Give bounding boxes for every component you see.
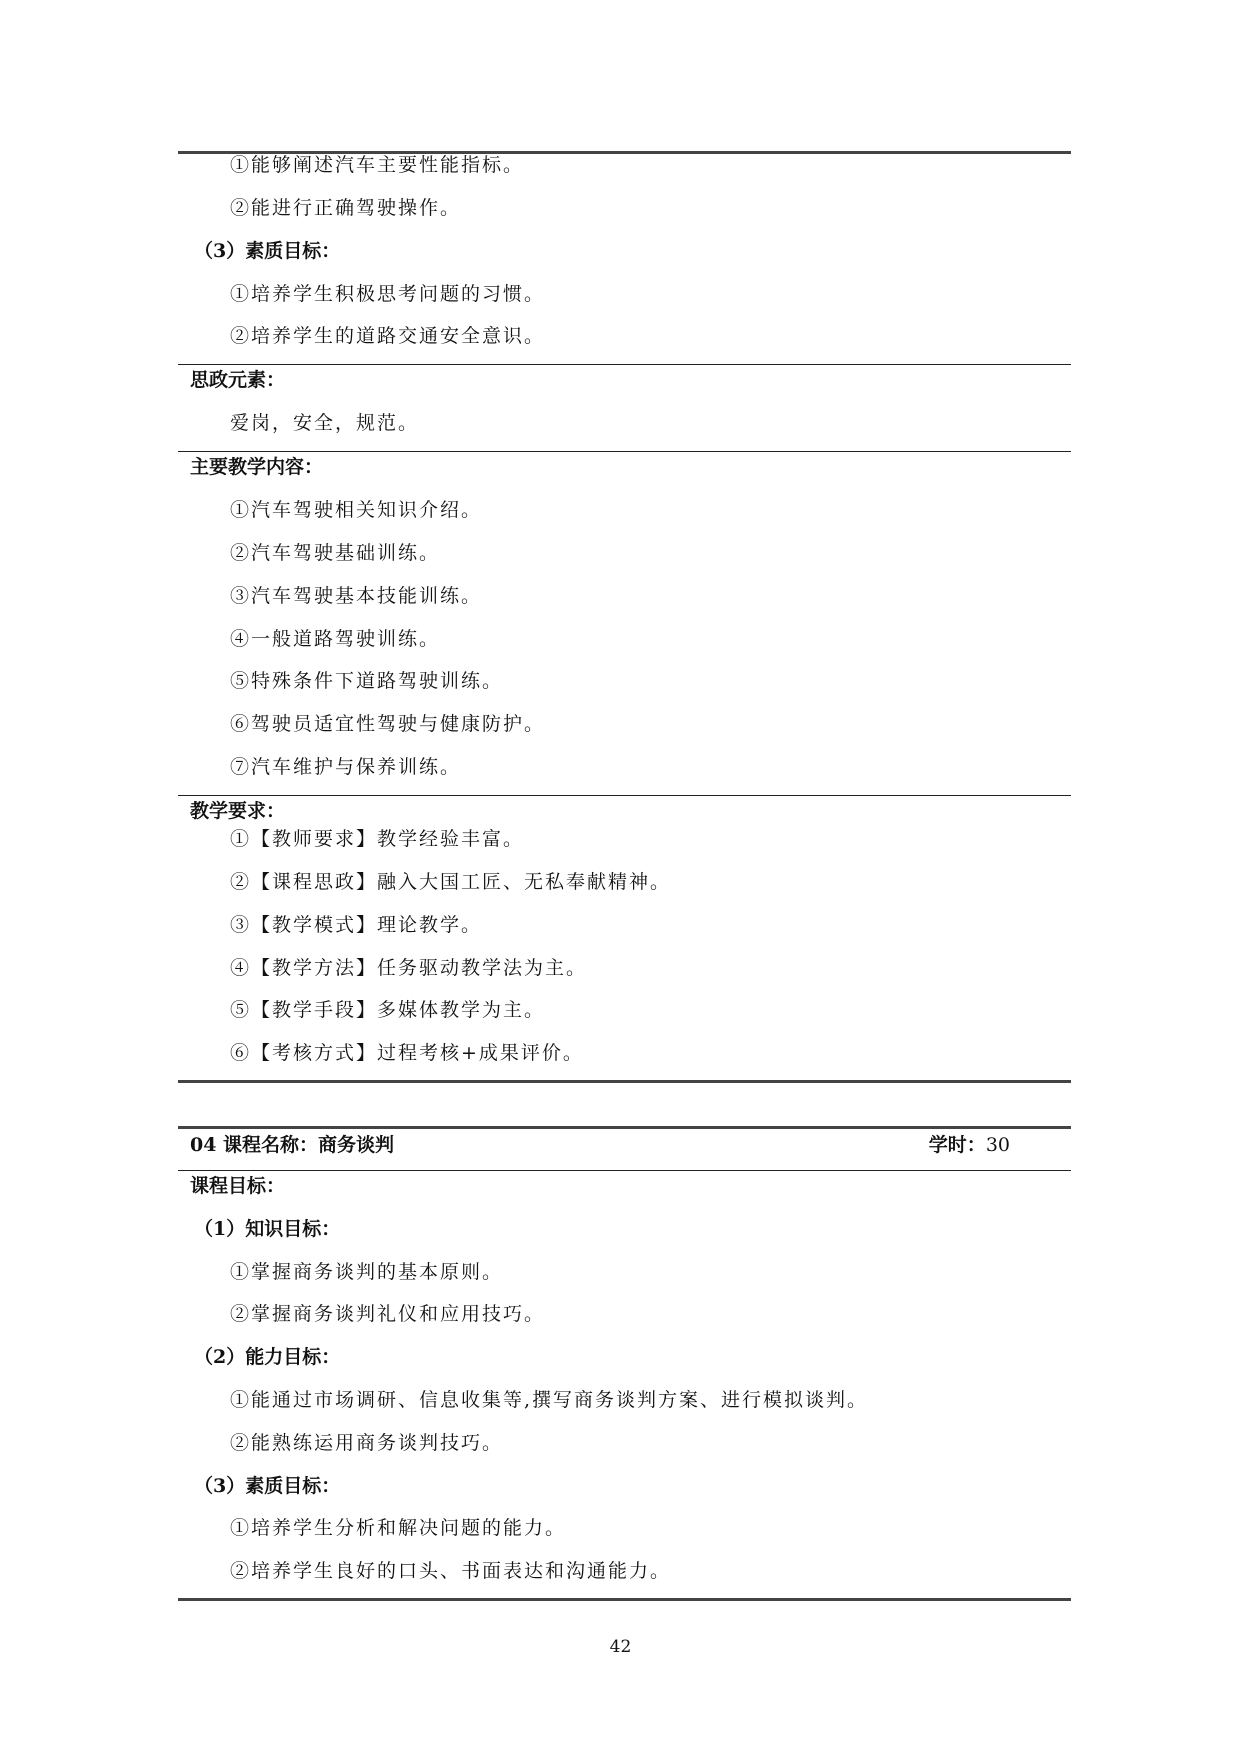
requirement-item: ④【教学方法】任务驱动教学法为主。 bbox=[230, 957, 588, 979]
quality-item: ①培养学生分析和解决问题的能力。 bbox=[230, 1517, 567, 1539]
content-item: ④一般道路驾驶训练。 bbox=[230, 628, 441, 650]
quality-item: ②培养学生的道路交通安全意识。 bbox=[230, 325, 546, 347]
table-top-border bbox=[178, 1126, 1071, 1129]
content-item: ①汽车驾驶相关知识介绍。 bbox=[230, 499, 483, 521]
quality-item: ②培养学生良好的口头、书面表达和沟通能力。 bbox=[230, 1560, 672, 1582]
content-heading: 主要教学内容： bbox=[190, 456, 324, 478]
content-item: ⑦汽车维护与保养训练。 bbox=[230, 756, 462, 778]
course-title-row bbox=[190, 1131, 1010, 1159]
page-number: 42 bbox=[609, 1637, 632, 1657]
content-item: ⑤特殊条件下道路驾驶训练。 bbox=[230, 670, 504, 692]
course-hours: 学时：30 bbox=[928, 1134, 1010, 1156]
divider bbox=[178, 364, 1071, 365]
content-item: ⑥驾驶员适宜性驾驶与健康防护。 bbox=[230, 713, 546, 735]
divider bbox=[178, 795, 1071, 796]
knowledge-item: ①掌握商务谈判的基本原则。 bbox=[230, 1261, 504, 1283]
ideology-text: 爱岗，安全，规范。 bbox=[230, 412, 420, 434]
ability-item: ①能通过市场调研、信息收集等,撰写商务谈判方案、进行模拟谈判。 bbox=[230, 1389, 869, 1411]
table-bottom-border bbox=[178, 1080, 1071, 1083]
quality-heading: （3）素质目标： bbox=[194, 240, 341, 262]
requirement-item: ③【教学模式】理论教学。 bbox=[230, 914, 483, 936]
content-item: ②汽车驾驶基础训练。 bbox=[230, 542, 441, 564]
requirement-item: ⑥【考核方式】过程考核+成果评价。 bbox=[230, 1042, 584, 1064]
quality-item: ①培养学生积极思考问题的习惯。 bbox=[230, 283, 546, 305]
requirement-item: ①【教师要求】教学经验丰富。 bbox=[230, 828, 525, 850]
divider bbox=[178, 1170, 1071, 1171]
ideology-heading: 思政元素： bbox=[190, 369, 286, 391]
ability-heading: （2）能力目标： bbox=[194, 1346, 341, 1368]
requirements-heading: 教学要求： bbox=[190, 800, 286, 822]
quality-heading: （3）素质目标： bbox=[194, 1475, 341, 1497]
content-item: ③汽车驾驶基本技能训练。 bbox=[230, 585, 483, 607]
goals-heading: 课程目标： bbox=[190, 1175, 286, 1197]
requirement-item: ②【课程思政】融入大国工匠、无私奉献精神。 bbox=[230, 871, 672, 893]
knowledge-heading: （1）知识目标： bbox=[194, 1218, 341, 1240]
course-name: 04 课程名称：商务谈判 bbox=[190, 1134, 395, 1156]
ability-item: ②能进行正确驾驶操作。 bbox=[230, 197, 462, 219]
requirement-item: ⑤【教学手段】多媒体教学为主。 bbox=[230, 999, 546, 1021]
ability-item: ②能熟练运用商务谈判技巧。 bbox=[230, 1432, 504, 1454]
divider bbox=[178, 451, 1071, 452]
knowledge-item: ②掌握商务谈判礼仪和应用技巧。 bbox=[230, 1303, 546, 1325]
table-bottom-border bbox=[178, 1598, 1071, 1601]
ability-item: ①能够阐述汽车主要性能指标。 bbox=[230, 154, 525, 176]
